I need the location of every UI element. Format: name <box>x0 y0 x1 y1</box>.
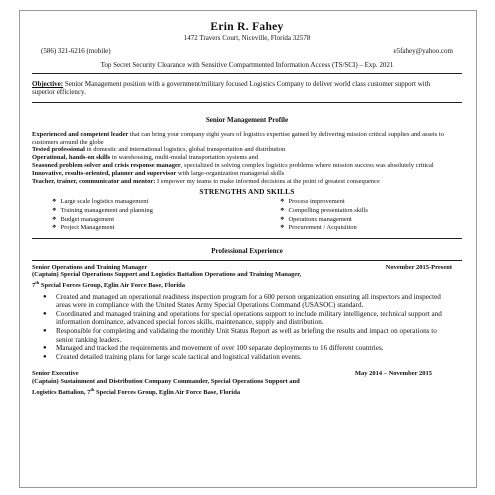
skill-item: ❖ Large scale logistics management <box>52 198 280 207</box>
skill-item: ❖ Process improvement <box>280 198 368 207</box>
job-bullet: ● Managed and tracked the requirements and movement of over 100 separate deployments to 16 different countries. <box>56 344 452 353</box>
objective-text: Senior Management position with a government/military focused Logistics Company to deliver world class customer support with superior efficiency. <box>32 80 431 97</box>
job-bullet: ● Created detailed training plans for large scale tactical and logistical validation events. <box>56 353 452 362</box>
job-location: 7th Special Forces Group, Eglin Air Force Base, Florida <box>32 279 186 290</box>
profile-item: Experienced and competent leader that can bring your company eight years of logistics expertise gained by delivering mission critical supplies and assets to customers around the globe <box>32 130 444 146</box>
job-organization: (Captain) Sustainment and Distribution Company Commander, Special Operations Support and <box>32 378 300 386</box>
objective-section <box>32 80 462 97</box>
skills-right-column <box>280 198 368 232</box>
profile-item: Teacher, trainer, communicator and mentor: I empower my teams to make informed decisions at the point of greatest consequence <box>32 177 380 185</box>
skills-left-column <box>52 198 280 232</box>
job-date: November 2015-Present <box>385 263 452 271</box>
contact-row <box>32 47 462 55</box>
experience-divider <box>32 260 462 261</box>
job-location: Logistics Battalion, 7th Special Forces Group, Eglin Air Force Base, Florida <box>32 386 241 396</box>
profile-item: Seasoned problem solver and crisis response manager, specialized in solving complex logistics problems where mission success was absolutely critical <box>32 162 434 169</box>
header-divider <box>32 73 462 74</box>
job-header <box>32 370 462 378</box>
job-bullet: ● Created and managed an operational readiness inspection program for a 600 person organization ensuring all inspectors and inspected areas were in compliance with the United States Army Special Operations Command (USASOC) standard. <box>56 293 452 310</box>
objective-label: Objective: <box>32 80 64 88</box>
profile-title: Senior Management Profile <box>205 115 289 124</box>
job-bullets <box>32 293 462 362</box>
job-bullet: ● Responsible for completing and validating the monthly Unit Status Report as well as briefing the results and impact on operations to senior ranking leaders. <box>56 327 452 344</box>
email-address: e5fahey@yahoo.com <box>393 47 453 55</box>
job-date: May 2014 – November 2015 <box>354 370 432 378</box>
skill-item: ❖ Operations management <box>280 216 368 225</box>
skills-title: STRENGTHS AND SKILLS <box>199 187 295 197</box>
profile-item: Innovative, results-oriented, planner and supervisor with large-organization managerial skills <box>32 169 285 177</box>
job-header <box>32 264 462 272</box>
skills-divider <box>32 238 462 239</box>
experience-title: Professional Experience <box>211 246 283 255</box>
phone-number: (586) 321-6216 (mobile) <box>41 47 111 55</box>
objective-divider <box>32 102 462 103</box>
skill-item: ❖ Project Management <box>52 224 280 233</box>
skill-item: ❖ Budget management <box>52 216 280 225</box>
skill-item: ❖ Compelling presentation skills <box>280 207 368 216</box>
job-organization: (Captain) Special Operations Support and Logistics Battalion Operations and Training Manager, <box>32 271 302 279</box>
profile-item: Tested professional in domestic and international logistics, global transportation and distribution <box>32 146 286 154</box>
job-title: Senior Operations and Training Manager <box>32 263 148 271</box>
skill-item: ❖ Procurement / Acquisition <box>280 224 368 233</box>
candidate-name: Erin R. Fahey <box>210 21 284 33</box>
job-entry <box>32 264 462 362</box>
profile-item: Operational, hands-on skills in warehousing, multi-modal transportation systems and <box>32 154 259 162</box>
skills-list <box>32 198 462 232</box>
candidate-address: 1472 Travers Court, Niceville, Florida 32578 <box>183 34 311 42</box>
security-clearance: Top Secret Security Clearance with Sensitive Compartmented Information Access (TS/SCI) – Exp. 2021 <box>100 61 394 69</box>
resume-content <box>32 16 462 396</box>
resume-page <box>19 10 477 488</box>
skill-item: ❖ Training management and planning <box>52 207 280 216</box>
job-title: Senior Executive <box>32 370 79 378</box>
job-entry <box>32 370 462 396</box>
job-bullet: ● Coordinated and managed training and operations for special operations support to include military intelligence, technical support and information dominance, advanced special forces skills, maintenance, supply and distribution. <box>56 310 452 327</box>
profile-section <box>32 131 462 186</box>
